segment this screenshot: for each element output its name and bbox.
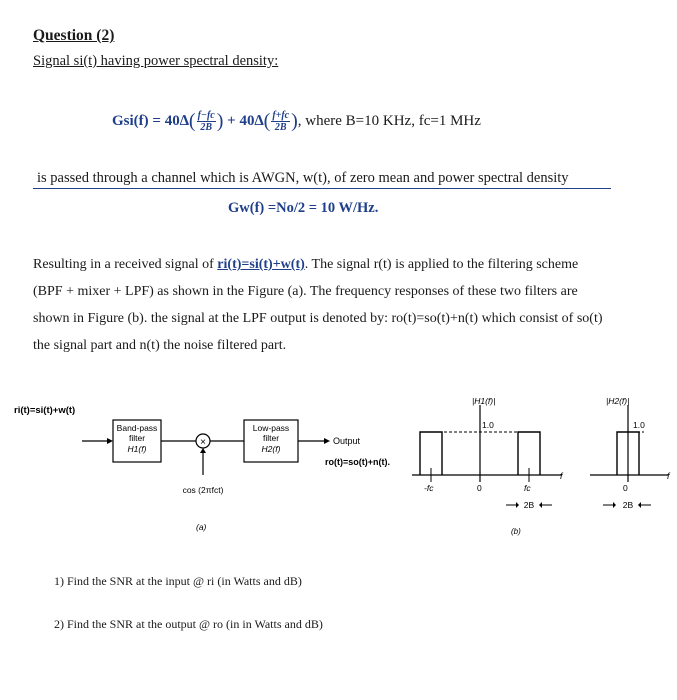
noise-psd <box>228 200 378 217</box>
question-title: Question (2) <box>33 27 115 44</box>
output-arrowhead <box>324 438 330 444</box>
para-part-2: . The signal r(t) is applied to the filtering scheme (BPF + mixer + LPF) as shown in the Figure (a). The frequency responses of these two filters are shown in Figure (b). the signal at the LPF output is denoted by: ro(t)=so(t)+n(t) which consist of so(t) the signal part and n(t) the noise filtered part. <box>33 257 603 353</box>
input-label: ri(t)=si(t)+w(t) <box>14 405 76 416</box>
input-arrowhead <box>107 438 113 444</box>
bpf-line2: filter <box>128 433 146 443</box>
h1-label: |H1(f)| <box>472 396 496 406</box>
frac1-denominator: 2B <box>200 122 212 133</box>
frac2-numerator: f+fc <box>272 110 290 121</box>
oscillator-arrowhead <box>200 448 206 453</box>
formula-fraction-1 <box>197 110 216 133</box>
description-paragraph <box>33 251 608 359</box>
figure-a-caption: (a) <box>196 522 207 532</box>
block-diagram <box>0 395 420 540</box>
bpf-line1: Band-pass <box>116 423 158 433</box>
h1-axis-label: f <box>560 471 563 481</box>
frac1-numerator: f−fc <box>197 110 215 121</box>
h1-zero-label: 0 <box>477 483 482 493</box>
output-equation: ro(t)=so(t)+n(t). <box>325 457 390 467</box>
para-part-1: Resulting in a received signal of <box>33 257 218 272</box>
formula-paren-close-1: ) <box>216 110 224 132</box>
frequency-response-plots <box>412 390 677 550</box>
received-signal-eq: ri(t)=si(t)+w(t) <box>217 257 305 272</box>
formula-paren-close-2: ) <box>291 110 298 132</box>
formula-fraction-2 <box>271 110 290 133</box>
h1-bw-arrowhead-left <box>516 502 519 508</box>
lpf-line1: Low-pass <box>252 423 290 433</box>
formula-plus: + 40∆ <box>227 112 264 129</box>
h2-bw-arrowhead-right <box>638 502 641 508</box>
formula-where: , where B=10 KHz, fc=1 MHz <box>297 112 481 129</box>
oscillator-label: cos (2πfct) <box>182 485 224 495</box>
lpf-line3: H2(f) <box>261 444 281 454</box>
noise-psd-text: Gw(f) =No/2 = 10 W/Hz. <box>228 200 379 216</box>
question-subtitle: Signal si(t) having power spectral density: <box>33 53 279 69</box>
question-item-1: 1) Find the SNR at the input @ ri (in Watts and dB) <box>54 574 302 588</box>
h1-fc-label: fc <box>524 483 531 493</box>
h2-zero-label: 0 <box>623 483 628 493</box>
formula-paren-open-2: ( <box>263 110 271 132</box>
h2-bw-label: 2B <box>622 500 634 510</box>
mixer-symbol: × <box>200 437 206 448</box>
channel-description: is passed through a channel which is AWGN, w(t), of zero mean and power spectral density <box>33 170 611 189</box>
question-item-2: 2) Find the SNR at the output @ ro (in in Watts and dB) <box>54 617 323 631</box>
frac2-denominator: 2B <box>274 122 287 133</box>
psd-formula <box>112 110 481 133</box>
output-label: Output <box>333 436 361 446</box>
figure-b-caption: (b) <box>511 527 521 536</box>
h1-neg-fc-label: -fc <box>424 483 434 493</box>
formula-lhs: Gsi(f) = 40∆ <box>112 112 189 129</box>
bpf-line3: H1(f) <box>127 444 147 454</box>
h1-level-label: 1.0 <box>482 420 494 430</box>
h2-axis-label: f <box>667 471 670 481</box>
h2-level-label: 1.0 <box>633 420 645 430</box>
h2-bw-arrowhead-left <box>613 502 616 508</box>
h2-label: |H2(f)| <box>606 396 630 406</box>
lpf-line2: filter <box>262 433 280 443</box>
h1-bw-arrowhead-right <box>539 502 542 508</box>
h1-bw-label: 2B <box>523 500 535 510</box>
formula-paren-open-1: ( <box>188 110 196 132</box>
